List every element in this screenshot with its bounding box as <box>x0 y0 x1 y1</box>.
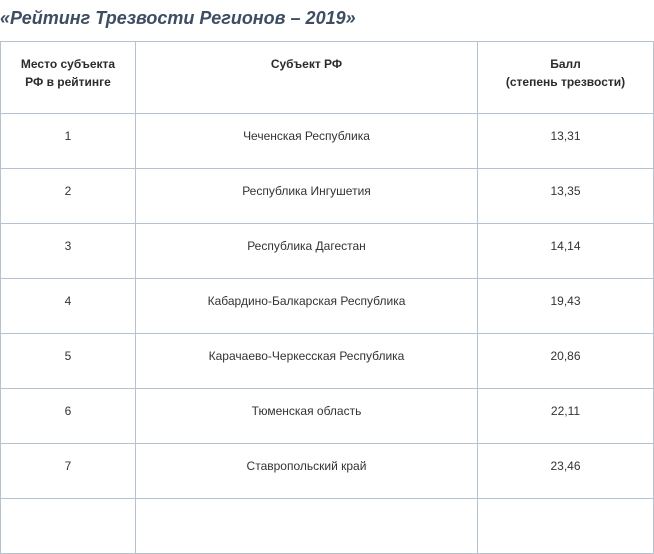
score-cell: 14,14 <box>478 224 654 279</box>
header-rank-line: Место субъекта <box>20 57 116 71</box>
rank-cell: 5 <box>1 334 136 389</box>
region-cell: Ставропольский край <box>136 444 478 499</box>
score-cell: 13,35 <box>478 169 654 224</box>
score-cell: 13,31 <box>478 114 654 169</box>
score-cell: 19,43 <box>478 279 654 334</box>
score-cell: 22,11 <box>478 389 654 444</box>
rank-cell: 1 <box>1 114 136 169</box>
header-rank <box>1 42 136 114</box>
header-row <box>1 42 654 114</box>
rating-table <box>0 41 654 554</box>
rank-cell: 4 <box>1 279 136 334</box>
table-row <box>1 389 654 444</box>
header-rank-line: РФ в рейтинге <box>25 75 111 89</box>
score-cell: 23,46 <box>478 444 654 499</box>
rank-cell: 2 <box>1 169 136 224</box>
region-cell: Кабардино-Балкарская Республика <box>136 279 478 334</box>
page-title: «Рейтинг Трезвости Регионов – 2019» <box>0 8 356 28</box>
table-row <box>1 444 654 499</box>
rank-cell: 7 <box>1 444 136 499</box>
rank-cell <box>1 499 136 554</box>
table-row-partial <box>1 499 654 554</box>
table-row <box>1 279 654 334</box>
header-score <box>478 42 654 114</box>
region-cell: Карачаево-Черкесская Республика <box>136 334 478 389</box>
score-cell <box>478 499 654 554</box>
rank-cell: 6 <box>1 389 136 444</box>
header-score-line: Балл <box>550 57 581 71</box>
header-region <box>136 42 478 114</box>
score-cell: 20,86 <box>478 334 654 389</box>
table-header <box>1 42 654 114</box>
table-body <box>1 114 654 554</box>
region-cell: Чеченская Республика <box>136 114 478 169</box>
header-region-line: Субъект РФ <box>270 57 343 71</box>
region-cell: Тюменская область <box>136 389 478 444</box>
region-cell: Республика Дагестан <box>136 224 478 279</box>
table-row <box>1 224 654 279</box>
rank-cell: 3 <box>1 224 136 279</box>
table-row <box>1 334 654 389</box>
table-row <box>1 169 654 224</box>
region-cell: Республика Ингушетия <box>136 169 478 224</box>
region-cell <box>136 499 478 554</box>
header-score-line: (степень трезвости) <box>505 75 626 89</box>
table-row <box>1 114 654 169</box>
